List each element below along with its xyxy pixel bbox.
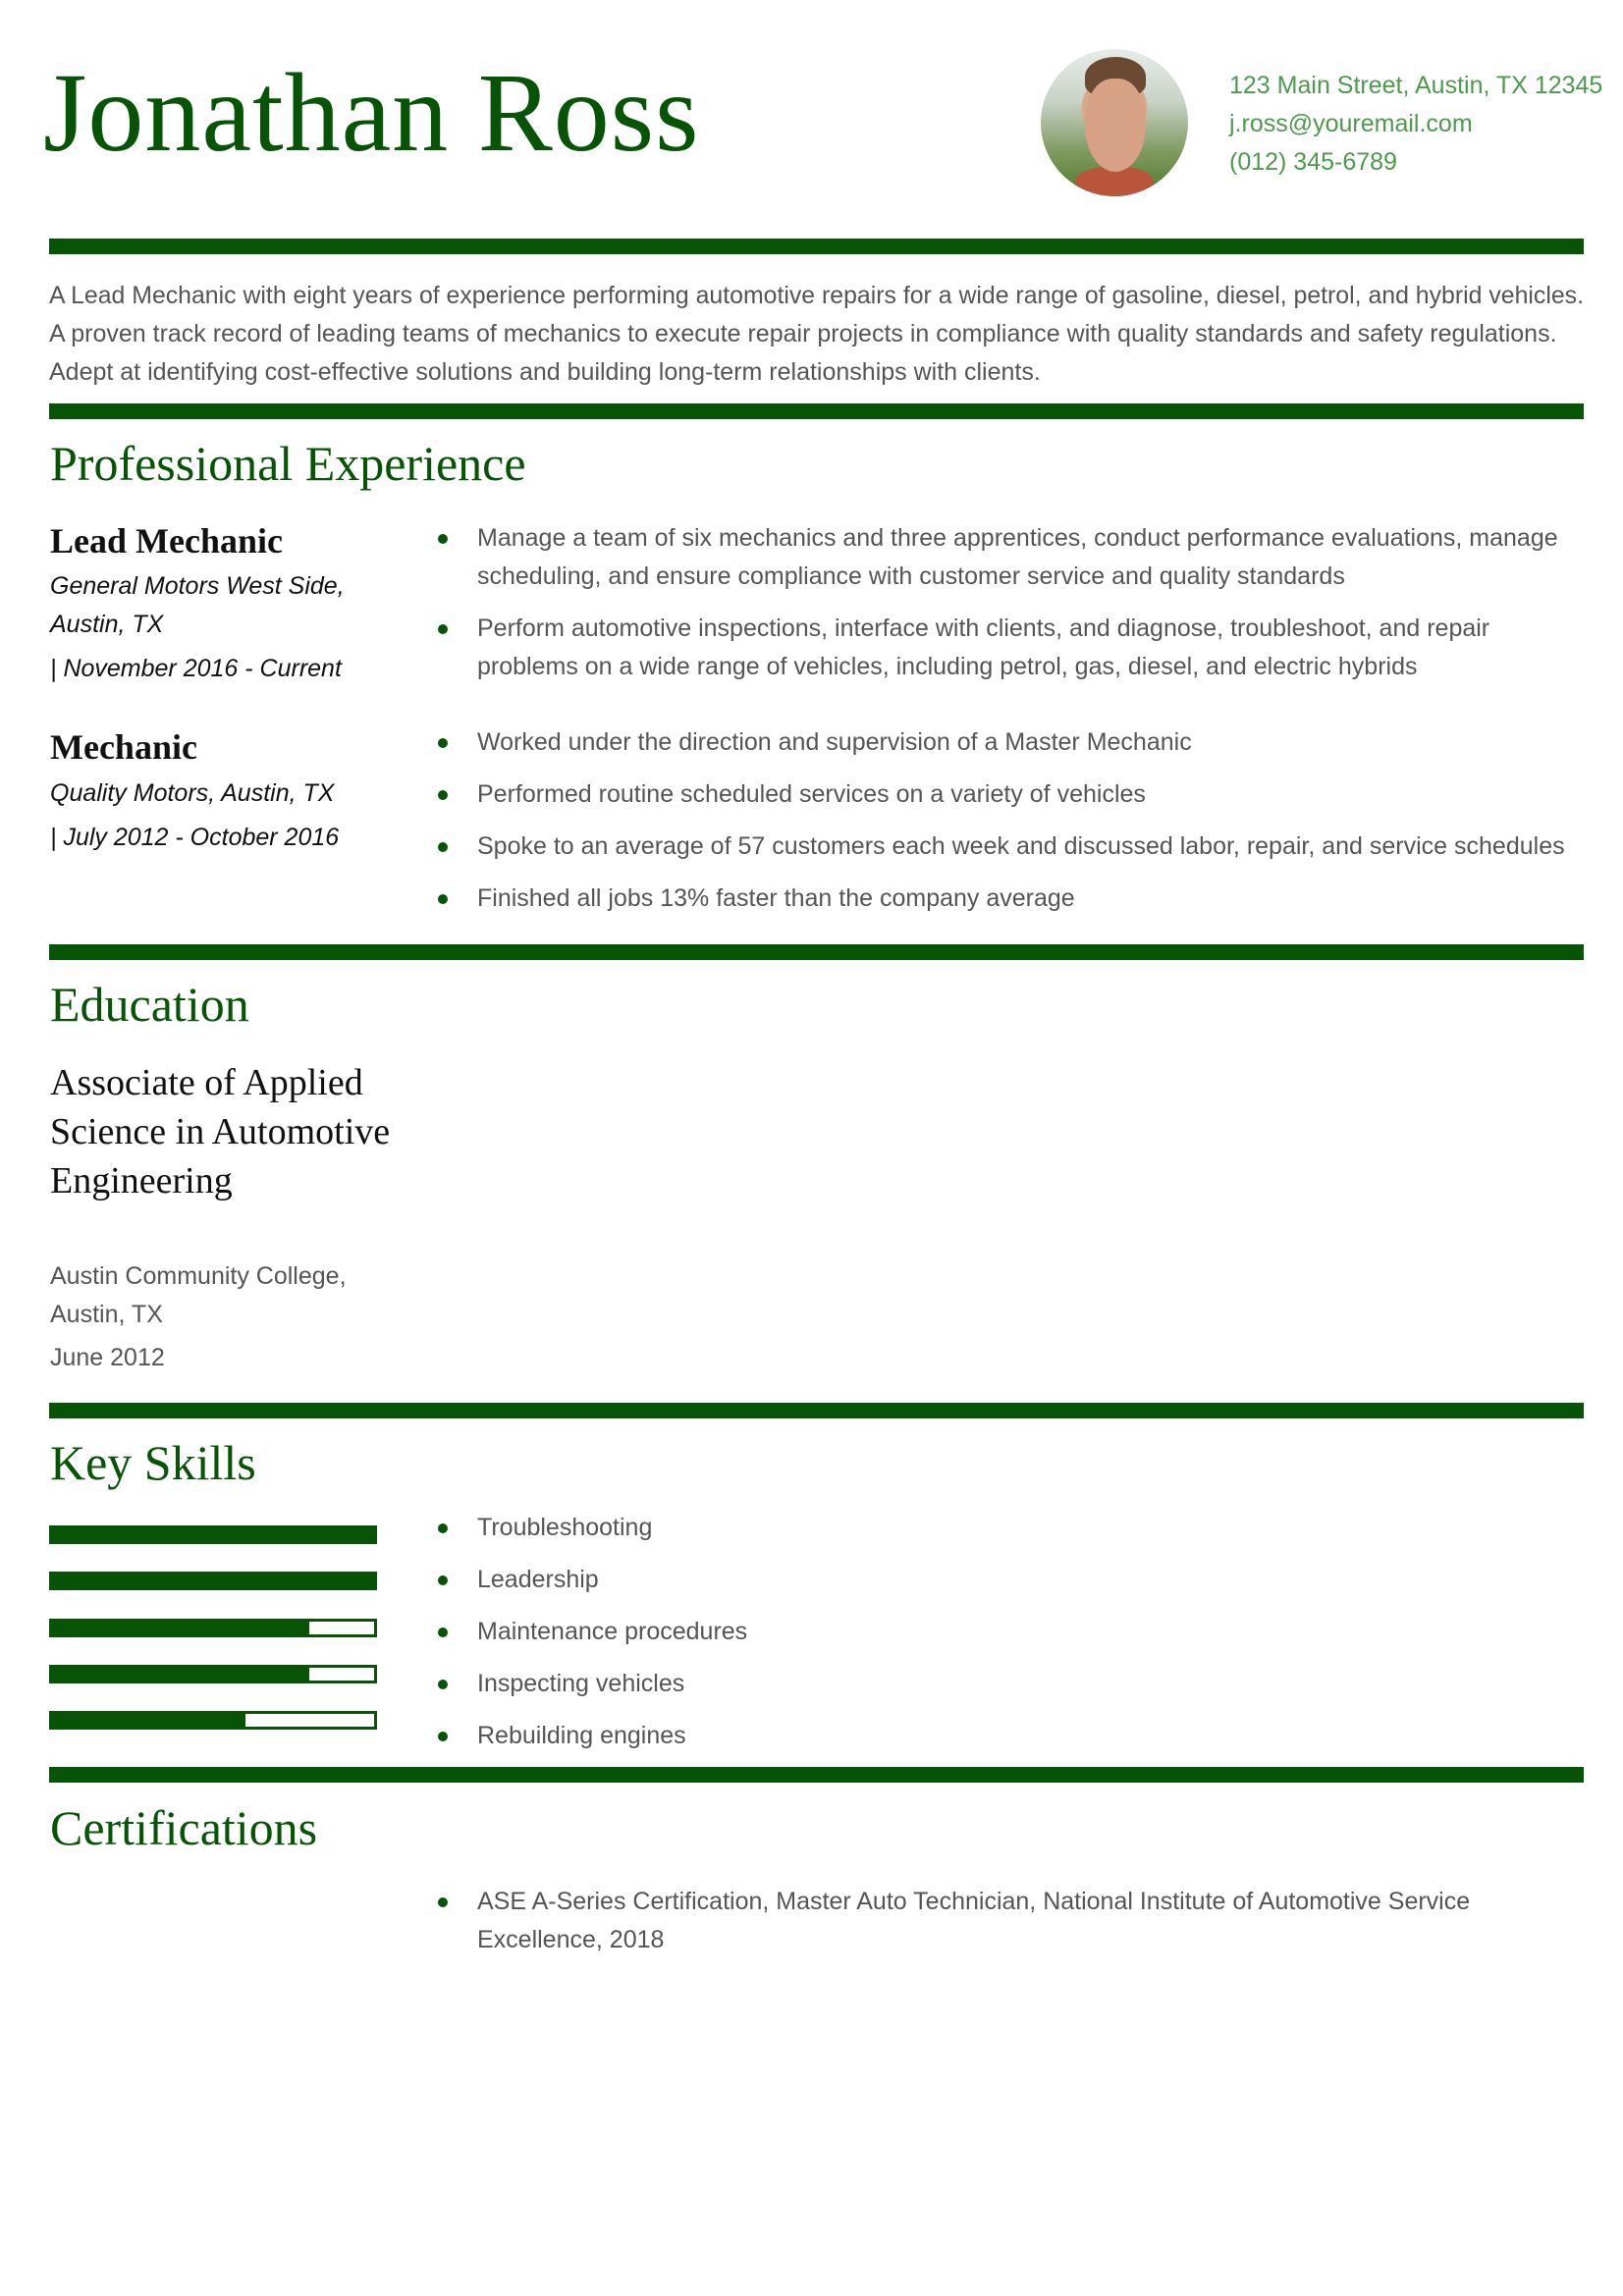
- skills-list: [438, 1509, 1587, 1769]
- list-item: Finished all jobs 13% faster than the company average: [438, 880, 1587, 918]
- job-company: General Motors West Side, Austin, TX: [50, 572, 345, 638]
- skill-level-fill: [52, 1622, 309, 1634]
- skill-level-bar: [49, 1525, 377, 1544]
- school: Austin Community College, Austin, TX: [50, 1262, 347, 1328]
- degree: Associate of Applied Science in Automotive Engineering: [50, 1062, 391, 1201]
- list-item: Performed routine scheduled services on a variety of vehicles: [438, 775, 1587, 814]
- summary: [49, 277, 1584, 392]
- certification-item: ASE A-Series Certification, Master Auto Technician, National Institute of Automotive Service Excellence, 2018: [438, 1883, 1587, 1959]
- skill-item: Troubleshooting: [438, 1509, 1587, 1547]
- divider: [49, 1767, 1584, 1783]
- section-heading-experience: Professional Experience: [50, 436, 526, 491]
- job-title: Mechanic: [50, 727, 197, 767]
- contact-address: 123 Main Street, Austin, TX 12345: [1229, 72, 1603, 99]
- skill-item: Inspecting vehicles: [438, 1665, 1587, 1703]
- job-bullets: [438, 723, 1587, 932]
- section-heading-certifications: Certifications: [50, 1800, 318, 1855]
- divider: [49, 403, 1584, 419]
- divider: [49, 944, 1584, 960]
- skill-item: Leadership: [438, 1561, 1587, 1599]
- summary-line: A proven track record of leading teams of mechanics to execute repair projects in compliance with quality standards and safety regulations.: [49, 320, 1557, 347]
- divider: [49, 1403, 1584, 1418]
- graduation-date: June 2012: [50, 1344, 165, 1371]
- list-item: Manage a team of six mechanics and three apprentices, conduct performance evaluations, manage scheduling, and ensure compliance with customer service and quality standards: [438, 519, 1587, 596]
- certifications-list: [438, 1883, 1587, 1973]
- list-item: Worked under the direction and supervision of a Master Mechanic: [438, 723, 1587, 762]
- list-item: Perform automotive inspections, interface with clients, and diagnose, troubleshoot, and repair problems on a wide range of vehicles, including petrol, gas, diesel, and electric hybrids: [438, 610, 1587, 686]
- skill-item: Maintenance procedures: [438, 1613, 1587, 1651]
- candidate-name: Jonathan Ross: [43, 50, 700, 175]
- contact-email[interactable]: j.ross@youremail.com: [1229, 110, 1473, 137]
- profile-photo: [1041, 49, 1188, 196]
- skill-level-bar: [49, 1619, 377, 1637]
- list-item: Spoke to an average of 57 customers each week and discussed labor, repair, and service schedules: [438, 828, 1587, 866]
- summary-line: Adept at identifying cost-effective solutions and building long-term relationships with clients.: [49, 358, 1041, 386]
- skill-level-bar: [49, 1572, 377, 1590]
- skill-level-fill: [52, 1575, 374, 1587]
- section-heading-skills: Key Skills: [50, 1435, 256, 1490]
- skill-level-fill: [52, 1714, 245, 1727]
- skill-level-fill: [52, 1668, 309, 1681]
- skill-level-bar: [49, 1711, 377, 1730]
- job-dates: | July 2012 - October 2016: [50, 824, 340, 851]
- job-dates: | November 2016 - Current: [50, 655, 342, 682]
- job-title: Lead Mechanic: [50, 521, 283, 561]
- summary-line: A Lead Mechanic with eight years of experience performing automotive repairs for a wide range of gasoline, diesel, petrol, and hybrid vehicles.: [49, 282, 1584, 309]
- divider: [49, 239, 1584, 254]
- skill-level-fill: [52, 1528, 374, 1541]
- contact-phone: (012) 345-6789: [1229, 148, 1397, 176]
- skill-level-bar: [49, 1665, 377, 1683]
- job-bullets: [438, 519, 1587, 700]
- section-heading-education: Education: [50, 977, 249, 1032]
- job-company: Quality Motors, Austin, TX: [50, 779, 335, 807]
- skill-item: Rebuilding engines: [438, 1717, 1587, 1755]
